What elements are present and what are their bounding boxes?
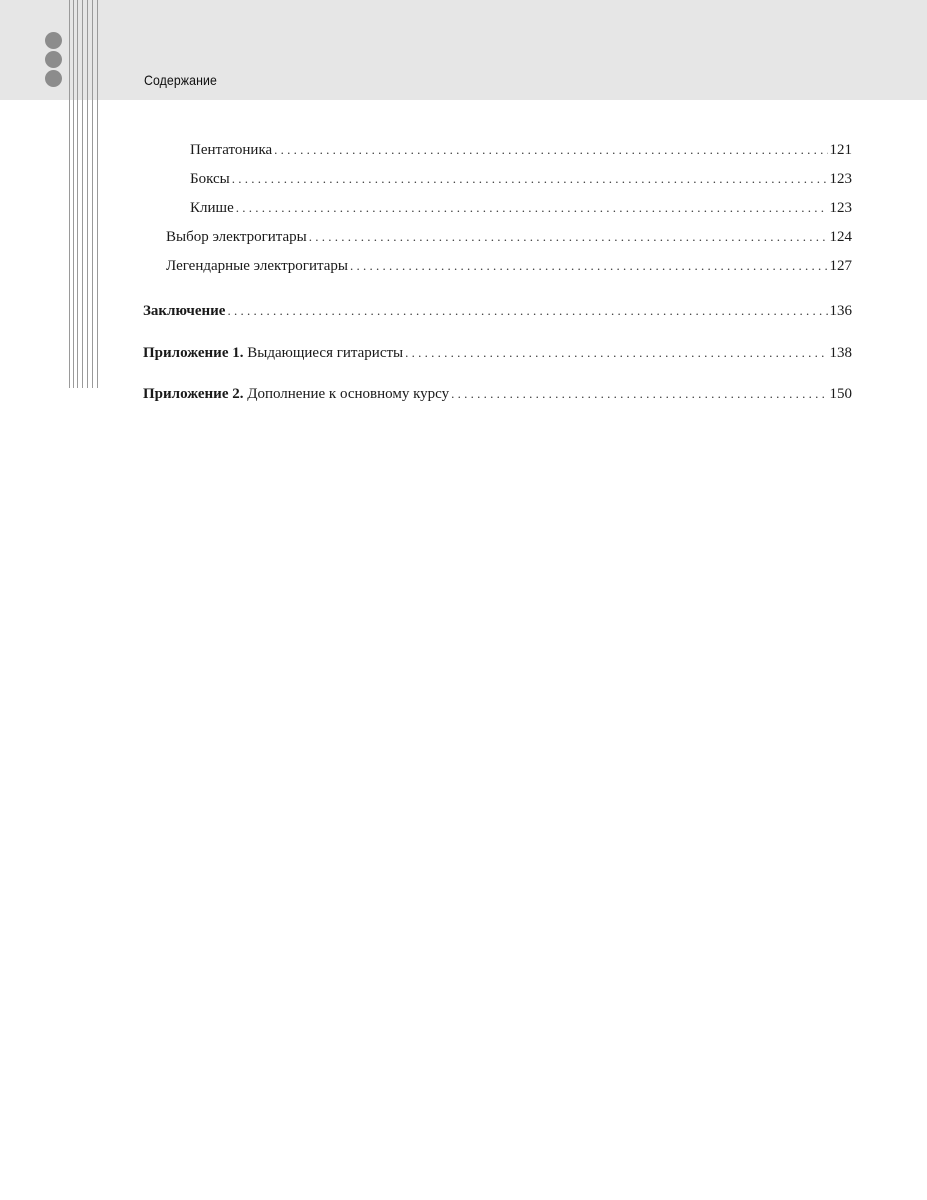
toc-entry[interactable]	[143, 302, 852, 320]
toc-entry[interactable]	[190, 170, 852, 188]
toc-leader-dots	[227, 302, 827, 320]
toc-leader-dots	[451, 385, 827, 403]
toc-leader-dots	[309, 228, 828, 246]
toc-entry-label: Боксы	[190, 171, 230, 187]
toc-entry[interactable]	[143, 344, 852, 362]
toc-leader-dots	[232, 170, 828, 188]
toc-entry-label: Выбор электрогитары	[166, 229, 307, 245]
toc-entry[interactable]	[166, 257, 852, 275]
toc-entry[interactable]	[190, 199, 852, 217]
toc-entry-label: Приложение 1. Выдающиеся гитаристы	[143, 345, 404, 361]
toc-leader-dots	[350, 257, 828, 275]
toc-entry-label: Легендарные электрогитары	[166, 258, 348, 274]
toc-page-number: 138	[829, 345, 852, 361]
toc-page-number: 136	[829, 303, 852, 319]
toc-entry-label: Приложение 2. Дополнение к основному курсу	[143, 386, 450, 402]
toc-entry-label: Пентатоника	[190, 142, 273, 158]
toc-page-number: 150	[829, 386, 852, 402]
toc-entry-label: Заключение	[143, 303, 226, 319]
toc-page-number: 123	[829, 200, 852, 216]
section-title: Содержание	[144, 72, 217, 88]
toc-page-number: 123	[829, 171, 852, 187]
toc-entry[interactable]	[166, 228, 852, 246]
toc-entry[interactable]	[190, 141, 852, 159]
toc-page-number: 121	[829, 142, 852, 158]
toc-leader-dots	[405, 344, 827, 362]
toc-page-number: 127	[829, 258, 852, 274]
toc-entry[interactable]	[143, 385, 852, 403]
toc-leader-dots	[236, 199, 828, 217]
toc-page-number: 124	[829, 229, 852, 245]
toc-leader-dots	[274, 141, 827, 159]
toc-entry-label: Клише	[190, 200, 234, 216]
